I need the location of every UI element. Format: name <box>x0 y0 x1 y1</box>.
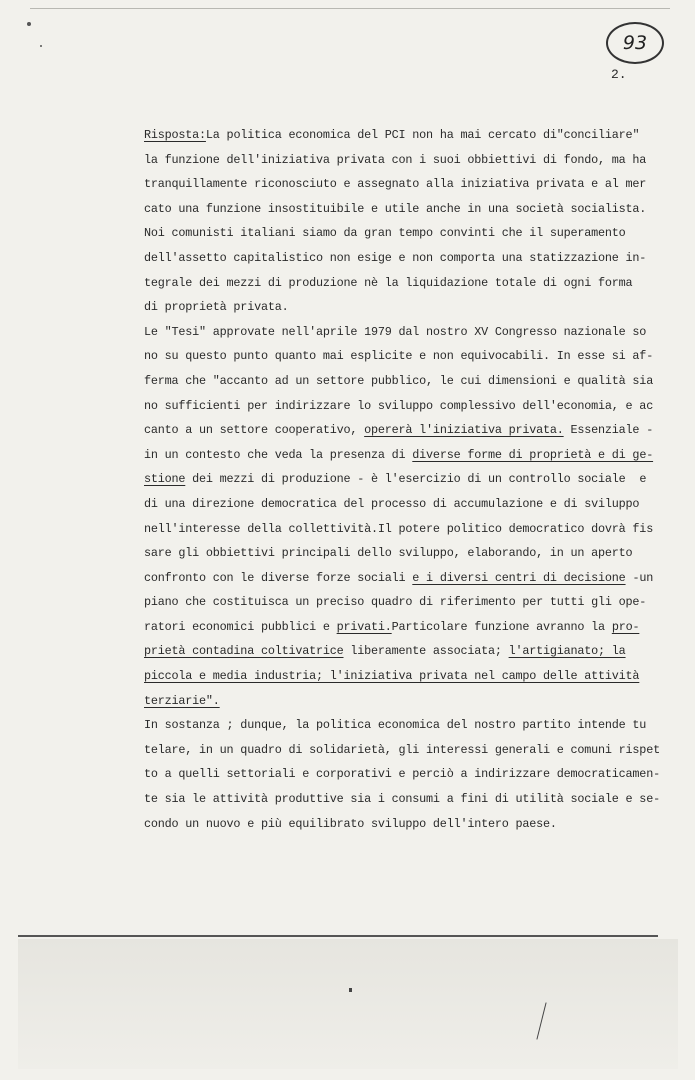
text-segment: telare, in un quadro di solidarietà, gli interessi generali e comuni rispet <box>144 742 660 757</box>
text-segment: no su questo punto quanto mai esplicite e non equivocabili. In esse si af- <box>144 349 654 364</box>
text-segment: dei mezzi di produzione - è l'esercizio di un controllo sociale e <box>185 472 647 487</box>
text-line <box>144 174 654 199</box>
top-edge-line <box>30 8 670 9</box>
text-line <box>144 543 654 568</box>
page-number: 2. <box>611 67 627 82</box>
text-line <box>144 666 654 691</box>
answer-text <box>144 125 660 838</box>
underlined-text: prietà contadina coltivatrice <box>144 644 344 659</box>
text-line <box>144 469 654 494</box>
text-line <box>144 691 654 716</box>
text-segment: in un contesto che veda la presenza di <box>144 447 413 462</box>
text-line <box>144 740 660 765</box>
text-line <box>144 445 654 470</box>
text-line <box>144 125 654 150</box>
text-segment: di una direzione democratica del processo di accumulazione e di sviluppo <box>144 496 640 511</box>
underlined-text: opererà l'iniziativa privata. <box>364 423 564 438</box>
text-line <box>144 519 654 544</box>
text-segment: sare gli obbiettivi principali dello sviluppo, elaborando, in un aperto <box>144 546 633 561</box>
text-line <box>144 715 654 740</box>
text-line <box>144 248 654 273</box>
text-line <box>144 814 654 839</box>
ink-speck <box>27 22 31 26</box>
text-segment: to a quelli settoriali e corporativi e perciò a indirizzare democraticamen- <box>144 767 660 782</box>
text-line <box>144 150 654 175</box>
underlined-text: terziarie". <box>144 693 220 708</box>
underlined-text: e i diversi centri di decisione <box>412 570 626 585</box>
text-line <box>144 764 660 789</box>
text-segment: Noi comunisti italiani siamo da gran tempo convinti che il superamento <box>144 226 626 241</box>
scan-bottom-margin <box>18 939 678 1069</box>
text-segment: dell'assetto capitalistico non esige e non comporta una statizzazione in- <box>144 250 647 265</box>
text-segment: Le "Tesi" approvate nell'aprile 1979 dal nostro XV Congresso nazionale so <box>144 324 647 339</box>
text-line <box>144 420 654 445</box>
text-segment: liberamente associata; <box>343 644 509 659</box>
text-segment: Particolare funzione avranno la <box>391 619 612 634</box>
underlined-text: stione <box>144 472 186 487</box>
text-line <box>144 273 654 298</box>
text-segment: te sia le attività produttive sia i consumi a fini di utilità sociale e se- <box>144 792 660 807</box>
ink-mark <box>349 988 352 992</box>
underlined-text: diverse forme di proprietà e di ge- <box>412 447 654 462</box>
text-segment: piano che costituisca un preciso quadro di riferimento per tutti gli ope- <box>144 595 647 610</box>
text-line <box>144 322 654 347</box>
text-segment: ratori economici pubblici e <box>144 619 337 634</box>
text-line <box>144 396 654 421</box>
text-segment: La politica economica del PCI non ha mai cercato di"conciliare" <box>205 128 640 142</box>
text-line <box>144 297 654 322</box>
text-line <box>144 199 654 224</box>
text-segment: di proprietà privata. <box>144 300 289 315</box>
text-line <box>144 641 654 666</box>
text-segment: nell'interesse della collettività.Il potere politico democratico dovrà fis <box>144 521 654 536</box>
text-line <box>144 346 654 371</box>
text-segment: condo un nuovo e più equilibrato sviluppo dell'intero paese. <box>144 816 557 831</box>
text-segment: la funzione dell'iniziativa privata con i suoi obbiettivi di fondo, ma ha <box>144 152 647 167</box>
underlined-text: pro- <box>611 619 640 634</box>
text-line <box>144 789 660 814</box>
underlined-text: piccola e media industria; l'iniziativa privata nel campo delle attività <box>144 669 640 684</box>
text-segment: tegrale dei mezzi di produzione nè la liquidazione totale di ogni forma <box>144 275 633 290</box>
underlined-text: privati. <box>336 619 392 634</box>
text-line <box>144 371 654 396</box>
text-segment: cato una funzione insostituibile e utile anche in una società socialista. <box>144 201 647 216</box>
text-line <box>144 568 654 593</box>
text-segment: In sostanza ; dunque, la politica economica del nostro partito intende tu <box>144 718 647 733</box>
text-segment: -un <box>625 570 654 585</box>
text-segment: ferma che "accanto ad un settore pubblico, le cui dimensioni e qualità sia <box>144 373 654 388</box>
text-segment: no sufficienti per indirizzare lo sviluppo complessivo dell'economia, e ac <box>144 398 654 413</box>
text-line <box>144 494 654 519</box>
text-segment: Essenziale - <box>563 423 654 438</box>
underlined-text: Risposta: <box>144 128 206 142</box>
text-line <box>144 223 654 248</box>
text-segment: canto a un settore cooperativo, <box>144 423 365 438</box>
underlined-text: l'artigianato; la <box>508 644 626 659</box>
ink-speck <box>40 45 42 47</box>
handwritten-page-number: 93 <box>606 22 664 64</box>
text-segment: tranquillamente riconosciuto e assegnato alla iniziativa privata e al mer <box>144 177 647 192</box>
bottom-scan-line <box>18 935 658 937</box>
text-line <box>144 592 654 617</box>
text-segment: confronto con le diverse forze sociali <box>144 570 413 585</box>
text-line <box>144 617 654 642</box>
